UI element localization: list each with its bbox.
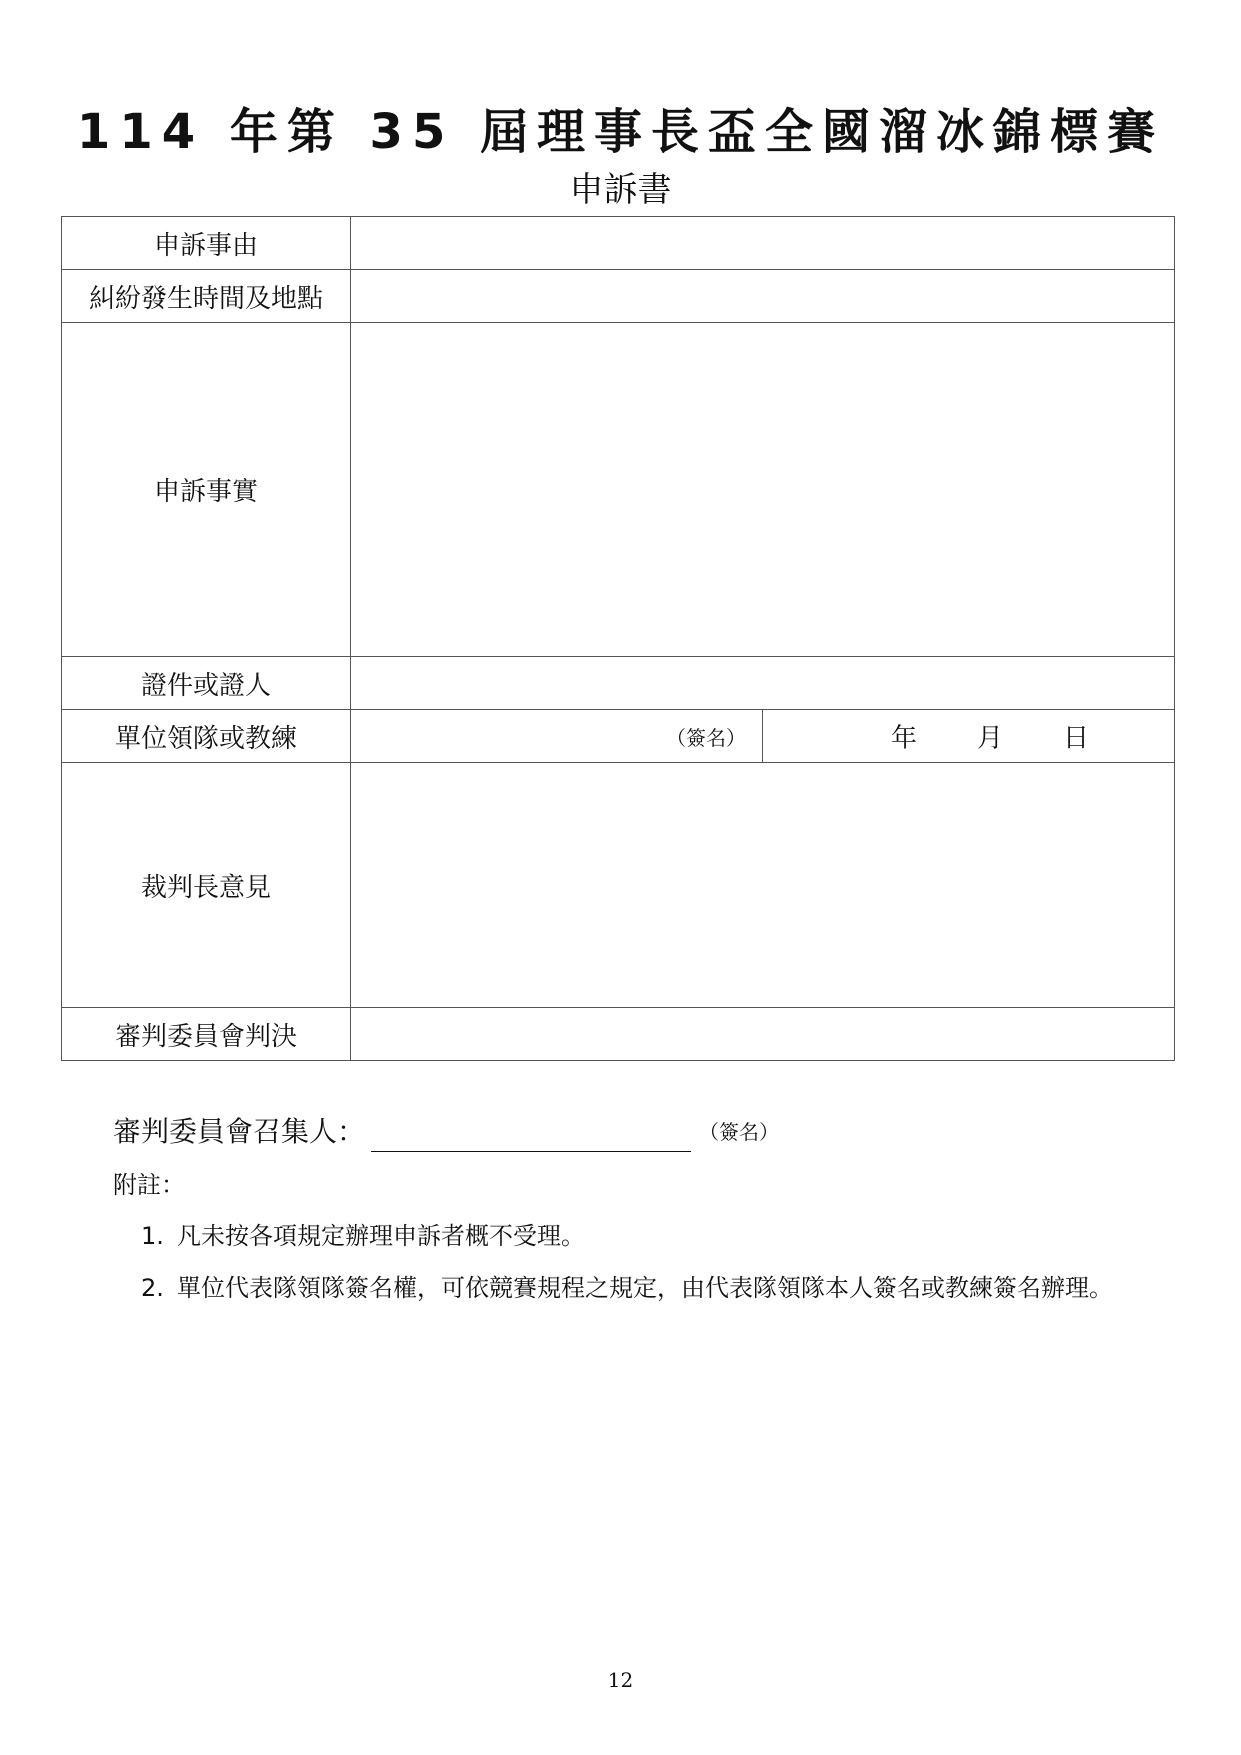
row-evidence-witness <box>62 657 1175 710</box>
note-text: 凡未按各項規定辦理申訴者概不受理。 <box>177 1222 585 1250</box>
date-year-label: 年 <box>891 723 918 754</box>
field-leader-signature[interactable]: （簽名） <box>351 710 763 763</box>
convener-signature-line <box>113 1112 779 1152</box>
row-team-leader-coach <box>62 710 1175 763</box>
label-jury-decision: 審判委員會判決 <box>62 1008 351 1061</box>
note-number: 1. <box>141 1222 164 1250</box>
field-appeal-reason[interactable] <box>351 217 1175 270</box>
label-dispute-time-place: 糾紛發生時間及地點 <box>62 270 351 323</box>
document-title: 114 年第 35 屆理事長盃全國溜冰錦標賽 <box>76 104 1165 160</box>
row-appeal-reason <box>62 217 1175 270</box>
label-evidence-witness: 證件或證人 <box>62 657 351 710</box>
notes-title: 附註： <box>113 1171 185 1199</box>
date-month-label: 月 <box>977 723 1004 754</box>
date-day-label: 日 <box>1063 723 1090 754</box>
field-signature-date[interactable] <box>763 710 1175 763</box>
label-team-leader-coach: 單位領隊或教練 <box>62 710 351 763</box>
row-jury-decision <box>62 1008 1175 1061</box>
page-number: 12 <box>607 1668 634 1692</box>
field-evidence-witness[interactable] <box>351 657 1175 710</box>
row-chief-referee-opinion <box>62 763 1175 1008</box>
field-chief-referee-opinion[interactable] <box>351 763 1175 1008</box>
note-number: 2. <box>141 1274 164 1302</box>
convener-label: 審判委員會召集人： <box>113 1115 366 1148</box>
label-chief-referee-opinion: 裁判長意見 <box>62 763 351 1008</box>
note-text: 單位代表隊領隊簽名權，可依競賽規程之規定，由代表隊領隊本人簽名或教練簽名辦理。 <box>177 1274 1113 1302</box>
appeal-form-table <box>61 216 1175 1061</box>
row-dispute-time-place <box>62 270 1175 323</box>
field-jury-decision[interactable] <box>351 1008 1175 1061</box>
convener-signature-field[interactable] <box>371 1117 691 1152</box>
label-appeal-reason: 申訴事由 <box>62 217 351 270</box>
row-appeal-facts <box>62 323 1175 657</box>
document-subtitle: 申訴書 <box>569 170 672 210</box>
field-dispute-time-place[interactable] <box>351 270 1175 323</box>
field-appeal-facts[interactable] <box>351 323 1175 657</box>
convener-signature-note: （簽名） <box>699 1120 780 1144</box>
label-appeal-facts: 申訴事實 <box>62 323 351 657</box>
